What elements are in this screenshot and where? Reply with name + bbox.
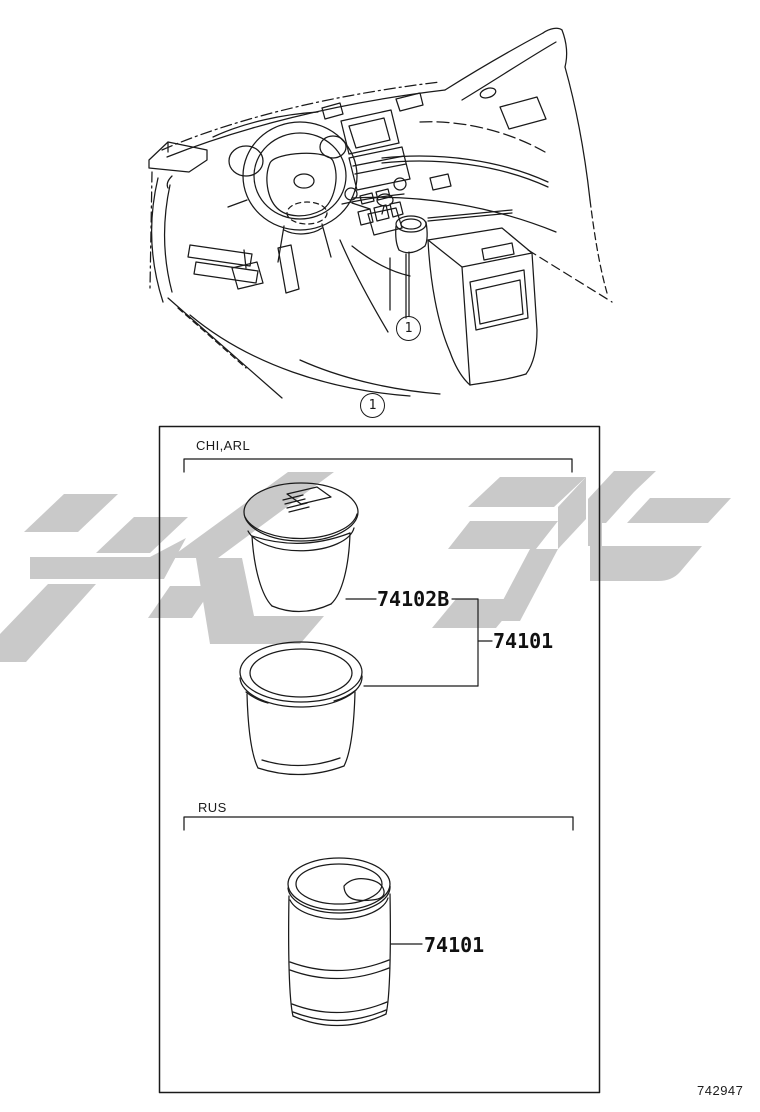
section-bracket-chi-arl: [184, 459, 572, 472]
section-label-chi-arl: CHI,ARL: [196, 438, 251, 453]
figure-code: 742947: [697, 1083, 744, 1098]
part-leader-lines: [346, 599, 492, 944]
ashtray-rus-drawing: [288, 858, 390, 1026]
section-label-rus: RUS: [198, 800, 227, 815]
ashtray-inner-cup-drawing: [240, 642, 362, 775]
part-number-74102B: 74102B: [377, 587, 450, 611]
dashboard-line-art: [149, 28, 612, 398]
callout-1-reference-marker: 1: [360, 393, 385, 418]
callout-1-marker: 1: [396, 316, 421, 341]
part-number-74101-chi-arl: 74101: [493, 629, 554, 653]
section-bracket-rus: [184, 817, 573, 830]
part-number-74101-rus: 74101: [424, 933, 485, 957]
rear-console-box: [428, 228, 537, 385]
watermark-logo: [0, 471, 731, 662]
